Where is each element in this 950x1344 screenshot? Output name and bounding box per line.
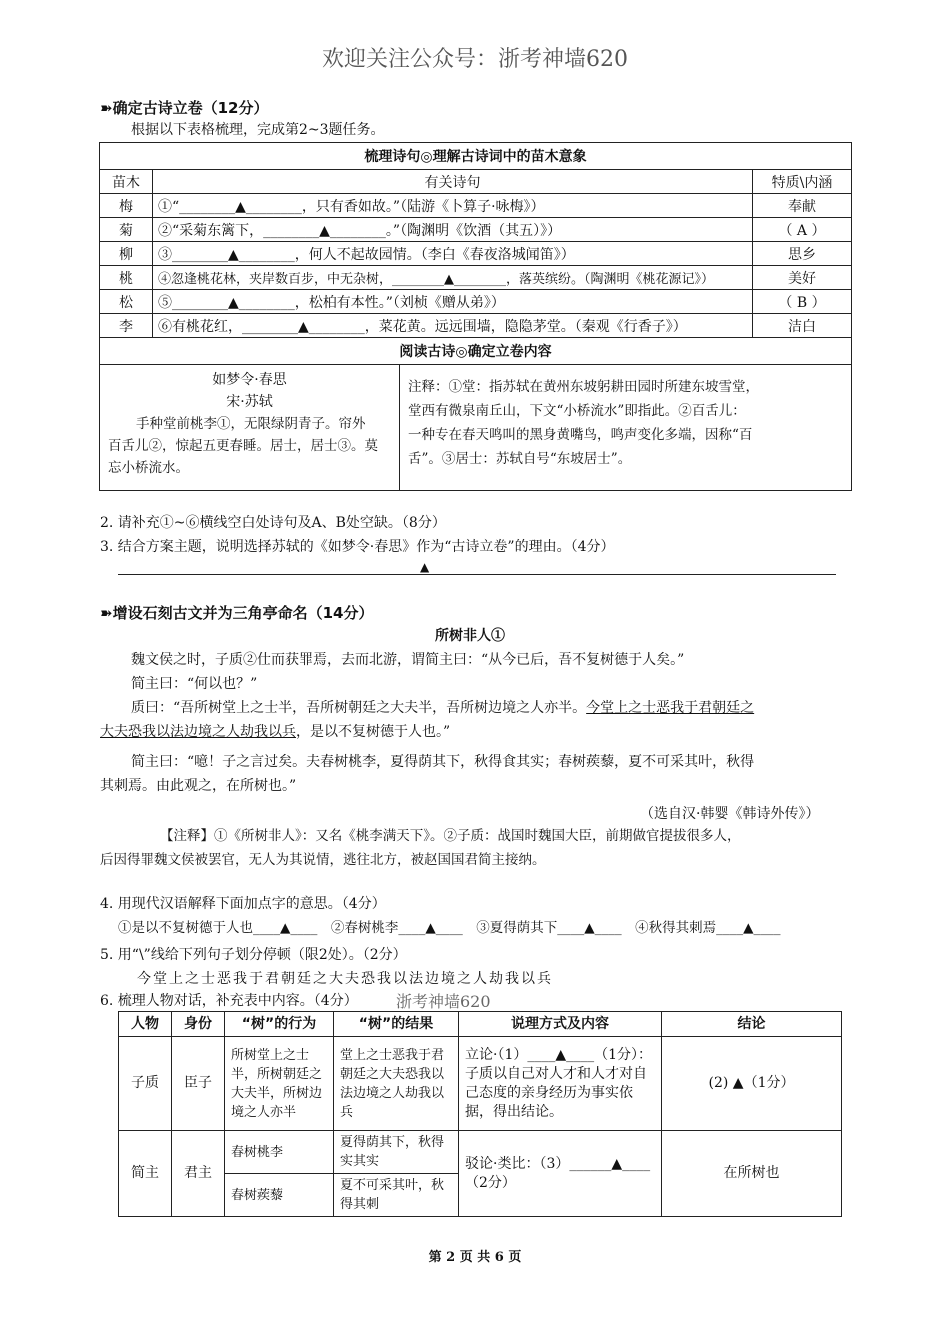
read-title: 阅读古诗◎确定立卷内容 [100, 338, 852, 365]
conclusion-cell: (2) ▲（1分） [662, 1037, 842, 1131]
line-cell: ⑥有桃花红，________▲________，菜花黄。远远围墙，隐隐茅堂。（秦观《行香子》） [153, 314, 753, 338]
question-3: 3. 结合方案主题，说明选择苏轼的《如梦令·春思》作为“古诗立卷”的理由。（4分） [100, 539, 615, 555]
role-cell: 君主 [172, 1131, 225, 1217]
table-row [100, 194, 852, 218]
passage-text: ，是以不复树德于人也。” [296, 724, 451, 740]
poem-note: 舌”。③居士：苏轼自号“东坡居士”。 [408, 451, 632, 467]
table-row [100, 266, 852, 290]
col-header: 人物 [119, 1012, 172, 1037]
poem-text: 手种堂前桃李①，无限绿阴青子。帘外 [136, 416, 366, 432]
meaning-cell: 思乡 [753, 242, 852, 266]
passage-source: （选自汉·韩婴《韩诗外传》） [640, 806, 820, 822]
answer-line [118, 574, 836, 575]
text-title: 所树非人① [435, 628, 505, 644]
plant-cell: 松 [100, 290, 153, 314]
passage-line: 简主曰：“何以也？” [131, 676, 258, 692]
plant-cell: 菊 [100, 218, 153, 242]
question-4: 4. 用现代汉语解释下面加点字的意思。（4分） [100, 896, 386, 912]
result-cell: 堂上之士恶我于君朝廷之大夫恐我以法边境之人劫我以兵 [334, 1037, 459, 1131]
table-row [100, 242, 852, 266]
poem-author: 宋·苏轼 [226, 394, 273, 410]
poem-text: 百舌儿②，惊起五更春睡。居士，居士③。莫 [108, 438, 378, 454]
section1-intro: 根据以下表格梳理，完成第2~3题任务。 [131, 122, 385, 138]
role-cell: 臣子 [172, 1037, 225, 1131]
passage-line [100, 722, 450, 742]
action-cell: 所树堂上之士半，所树朝廷之大夫半，所树边境之人亦半 [225, 1037, 334, 1131]
question-2: 2. 请补充①~⑥横线空白处诗句及A、B处空缺。（8分） [100, 515, 446, 531]
passage-note: 后因得罪魏文侯被罢官，无人为其说情，逃往北方，被赵国国君简主接纳。 [100, 852, 546, 868]
watermark: 浙考神墙620 [396, 992, 491, 1011]
poem-title: 如梦令·春思 [212, 372, 287, 388]
meaning-cell: 美好 [753, 266, 852, 290]
col-header: 苗木 [100, 170, 153, 194]
col-header: 有关诗句 [153, 170, 753, 194]
action-cell: 春树桃李 [225, 1131, 334, 1174]
table-title: 梳理诗句◎理解古诗词中的苗木意象 [100, 143, 852, 170]
col-header: 结论 [662, 1012, 842, 1037]
dialogue-table [118, 1011, 842, 1217]
col-header: 身份 [172, 1012, 225, 1037]
question-4-items: ①是以不复树德于人也____▲____ ②春树桃李____▲____ ③夏得荫其下____▲____ ④秋得其刺焉____▲____ [118, 920, 781, 936]
question-5-sentence: 今堂上之士恶我于君朝廷之大夫恐我以法边境之人劫我以兵 [137, 971, 553, 987]
question-6: 6. 梳理人物对话，补充表中内容。（4分） [100, 993, 358, 1009]
line-cell: ②“采菊东篱下，________▲________。”（陶渊明《饮酒（其五）》） [153, 218, 753, 242]
poem-note: 一种专在春天鸣叫的黑身黄嘴鸟，鸣声变化多端，因称“百 [408, 427, 753, 443]
poem-text: 忘小桥流水。 [108, 460, 189, 476]
passage-note: 【注释】①《所树非人》：又名《桃李满天下》。②子质：战国时魏国大臣，前期做官提拔很多人， [160, 828, 741, 844]
result-cell: 夏得荫其下，秋得实其实 [334, 1131, 459, 1174]
meaning-cell: 奉献 [753, 194, 852, 218]
method-cell: 驳论·类比：（3）______▲____（2分） [459, 1131, 662, 1217]
imagery-table [99, 142, 852, 491]
meaning-cell: （ A ） [753, 218, 852, 242]
line-cell: ④忽逢桃花林，夹岸数百步，中无杂树，________▲________，落英缤纷。（陶渊明《桃花源记》） [153, 266, 753, 290]
table-row [119, 1037, 842, 1131]
meaning-cell: 洁白 [753, 314, 852, 338]
passage-line: 其刺焉。由此观之，在所树也。” [100, 778, 297, 794]
section2-title: ➽增设石刻古文并为三角亭命名（14分） [100, 604, 374, 622]
plant-cell: 李 [100, 314, 153, 338]
conclusion-cell: 在所树也 [662, 1131, 842, 1217]
line-cell: ①“________▲________，只有香如故。”（陆游《卜算子·咏梅》） [153, 194, 753, 218]
plant-cell: 桃 [100, 266, 153, 290]
plant-cell: 柳 [100, 242, 153, 266]
answer-marker: ▲ [420, 560, 430, 574]
plant-cell: 梅 [100, 194, 153, 218]
passage-line: 简主曰：“噫！子之言过矣。夫春树桃李，夏得荫其下，秋得食其实；春树蒺藜，夏不可采其叶，秋得 [131, 754, 755, 770]
page-header: 欢迎关注公众号：浙考神墙620 [322, 47, 628, 72]
underlined-text: 今堂上之士恶我于君朝廷之 [586, 700, 755, 716]
passage-line: 魏文侯之时，子质②仕而获罪焉，去而北游，谓简主曰：“从今已后，吾不复树德于人矣。” [131, 652, 685, 668]
poem-note: 堂西有微泉南丘山，下文“小桥流水”即指此。②百舌儿： [408, 403, 746, 419]
underlined-text: 大夫恐我以法边境之人劫我以兵 [100, 724, 296, 740]
page-footer: 第 2 页 共 6 页 [428, 1250, 522, 1265]
table-row [100, 290, 852, 314]
passage-text: 质曰：“吾所树堂上之士半，吾所树朝廷之大夫半，吾所树边境之人亦半。 [131, 700, 587, 716]
person-cell: 子质 [119, 1037, 172, 1131]
passage-line [131, 698, 754, 718]
col-header: “树”的行为 [225, 1012, 334, 1037]
col-header: “树”的结果 [334, 1012, 459, 1037]
table-row [119, 1131, 842, 1174]
table-row [100, 218, 852, 242]
col-header: 特质\内涵 [753, 170, 852, 194]
person-cell: 简主 [119, 1131, 172, 1217]
line-cell: ⑤________▲________，松柏有本性。”（刘桢《赠从弟》） [153, 290, 753, 314]
line-cell: ③________▲________，何人不起故园情。（李白《春夜洛城闻笛》） [153, 242, 753, 266]
col-header: 说理方式及内容 [459, 1012, 662, 1037]
method-cell: 立论·（1）____▲____（1分）：子质以自己对人才和人才对自己态度的亲身经历为事实依据，得出结论。 [459, 1037, 662, 1131]
action-cell: 春树蒺藜 [225, 1174, 334, 1217]
result-cell: 夏不可采其叶，秋得其刺 [334, 1174, 459, 1217]
poem-note: 注释：①堂：指苏轼在黄州东坡躬耕田园时所建东坡雪堂， [408, 379, 759, 395]
question-5: 5. 用“\”线给下列句子划分停顿（限2处）。（2分） [100, 947, 407, 963]
meaning-cell: （ B ） [753, 290, 852, 314]
section1-title: ➽确定古诗立卷（12分） [100, 99, 269, 117]
table-row [100, 314, 852, 338]
